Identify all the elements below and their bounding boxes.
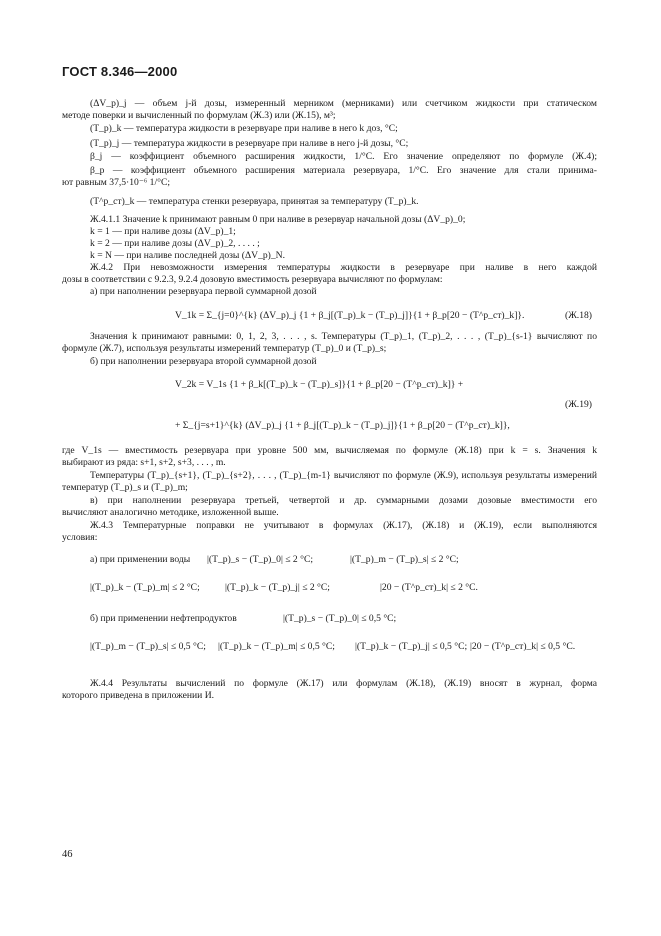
text-line: Ж.4.4 Результаты вычислений по формуле (Ж.17) или формулам (Ж.18), (Ж.19) вносят в журнал, форма [90, 678, 597, 689]
text-line: k = 1 — при наливе дозы (ΔV_p)_1; [90, 226, 236, 237]
condition-oil-2: |(T_p)_m − (T_p)_s| ≤ 0,5 °С; [90, 641, 206, 652]
text-line: Температуры (T_p)_{s+1}, (T_p)_{s+2}, . . . , (T_p)_{m-1} вычисляют по формуле (Ж.9), используя результаты измерений [90, 470, 597, 481]
condition-water-5: |20 − (T^p_ст)_k| ≤ 2 °С. [380, 582, 478, 593]
text-line: формуле (Ж.7), используя результаты измерений температур (T_p)_0 и (T_p)_s; [62, 343, 387, 354]
condition-oil-1: |(T_p)_s − (T_p)_0| ≤ 0,5 °С; [283, 613, 397, 624]
formula-zh19-line2: + Σ_{j=s+1}^{k} (ΔV_p)_j {1 + β_j[(T_p)_k − (T_p)_j]}{1 + β_p[20 − (T^p_ст)_k]}, [175, 420, 510, 431]
text-line: в) при наполнении резервуара третьей, четвертой и др. суммарными дозами дозовые вместимости его [90, 495, 597, 506]
text-line: а) при наполнении резервуара первой суммарной дозой [90, 286, 317, 297]
text-line: где V_1s — вместимость резервуара при уровне 500 мм, вычисляемая по формуле (Ж.18) при k = s. Значения k [62, 445, 597, 456]
text-line: (T^p_ст)_k — температура стенки резервуара, принятая за температуру (T_p)_k. [90, 196, 419, 207]
formula-zh19-line1: V_2k = V_1s {1 + β_k[(T_p)_k − (T_p)_s]}{1 + β_p[20 − (T^p_ст)_k]} + [175, 379, 464, 390]
text-line: (T_p)_k — температура жидкости в резервуаре при наливе в него k доз, °С; [90, 123, 398, 134]
text-line: ют равным 37,5·10⁻⁶ 1/°С; [62, 177, 171, 188]
text-line: k = N — при наливе последней дозы (ΔV_p)_N. [90, 250, 285, 261]
text-line: дозы в соответствии с 9.2.3, 9.2.4 дозовую вместимость резервуара вычисляют по формулам: [62, 274, 443, 285]
equation-number-zh18: (Ж.18) [565, 310, 592, 321]
text-line: (ΔV_p)_j — объем j-й дозы, измеренный мерником (мерниками) или счетчиком жидкости при статическом [90, 98, 597, 109]
condition-water-1: |(T_p)_s − (T_p)_0| ≤ 2 °С; [207, 554, 314, 565]
condition-oil-3: |(T_p)_k − (T_p)_m| ≤ 0,5 °С; [218, 641, 335, 652]
condition-oil-5: |20 − (T^p_ст)_k| ≤ 0,5 °С. [470, 641, 576, 652]
text-line: Ж.4.3 Температурные поправки не учитывают в формулах (Ж.17), (Ж.18) и (Ж.19), если выполняются [90, 520, 597, 531]
condition-water-2: |(T_p)_m − (T_p)_s| ≤ 2 °С; [350, 554, 459, 565]
text-line: Ж.4.1.1 Значение k принимают равным 0 при наливе в резервуар начальной дозы (ΔV_p)_0; [90, 214, 466, 225]
text-line: вычисляют аналогично методике, изложенной выше. [62, 507, 279, 518]
text-line: β_j — коэффициент объемного расширения жидкости, 1/°С. Его значение определяют по формуле (Ж.4); [90, 151, 597, 162]
text-line: Значения k принимают равными: 0, 1, 2, 3, . . . , s. Температуры (T_p)_1, (T_p)_2, . . . , (T_p)_{s-1} вычисляют по [90, 331, 597, 342]
text-line: б) при применении нефтепродуктов [90, 613, 237, 624]
text-line: k = 2 — при наливе дозы (ΔV_p)_2, . . . . ; [90, 238, 260, 249]
text-line: условия: [62, 532, 98, 543]
text-line: температур (T_p)_s и (T_p)_m; [62, 482, 188, 493]
text-line: выбирают из ряда: s+1, s+2, s+3, . . . , m. [62, 457, 226, 468]
condition-oil-4: |(T_p)_k − (T_p)_j| ≤ 0,5 °С; [355, 641, 468, 652]
text-line: методе поверки и вычисленный по формулам (Ж.3) или (Ж.15), м³; [62, 110, 336, 121]
text-line: а) при применении воды [90, 554, 191, 565]
document-header: ГОСТ 8.346—2000 [62, 64, 178, 79]
text-line: которого приведена в приложении И. [62, 690, 215, 701]
condition-water-3: |(T_p)_k − (T_p)_m| ≤ 2 °С; [90, 582, 200, 593]
formula-zh18: V_1k = Σ_{j=0}^{k} (ΔV_p)_j {1 + β_j[(T_p)_k − (T_p)_j]}{1 + β_p[20 − (T^p_ст)_k]}. [175, 310, 525, 321]
text-line: Ж.4.2 При невозможности измерения температуры жидкости в резервуаре при наливе в него каждой [90, 262, 597, 273]
text-line: (T_p)_j — температура жидкости в резервуаре при наливе в него j-й дозы, °С; [90, 138, 409, 149]
text-line: б) при наполнении резервуара второй суммарной дозой [90, 356, 317, 367]
equation-number-zh19: (Ж.19) [565, 399, 592, 410]
page-number: 46 [62, 849, 73, 860]
condition-water-4: |(T_p)_k − (T_p)_j| ≤ 2 °С; [225, 582, 330, 593]
text-line: β_p — коэффициент объемного расширения материала резервуара, 1/°С. Его значение для стали принима- [90, 165, 597, 176]
